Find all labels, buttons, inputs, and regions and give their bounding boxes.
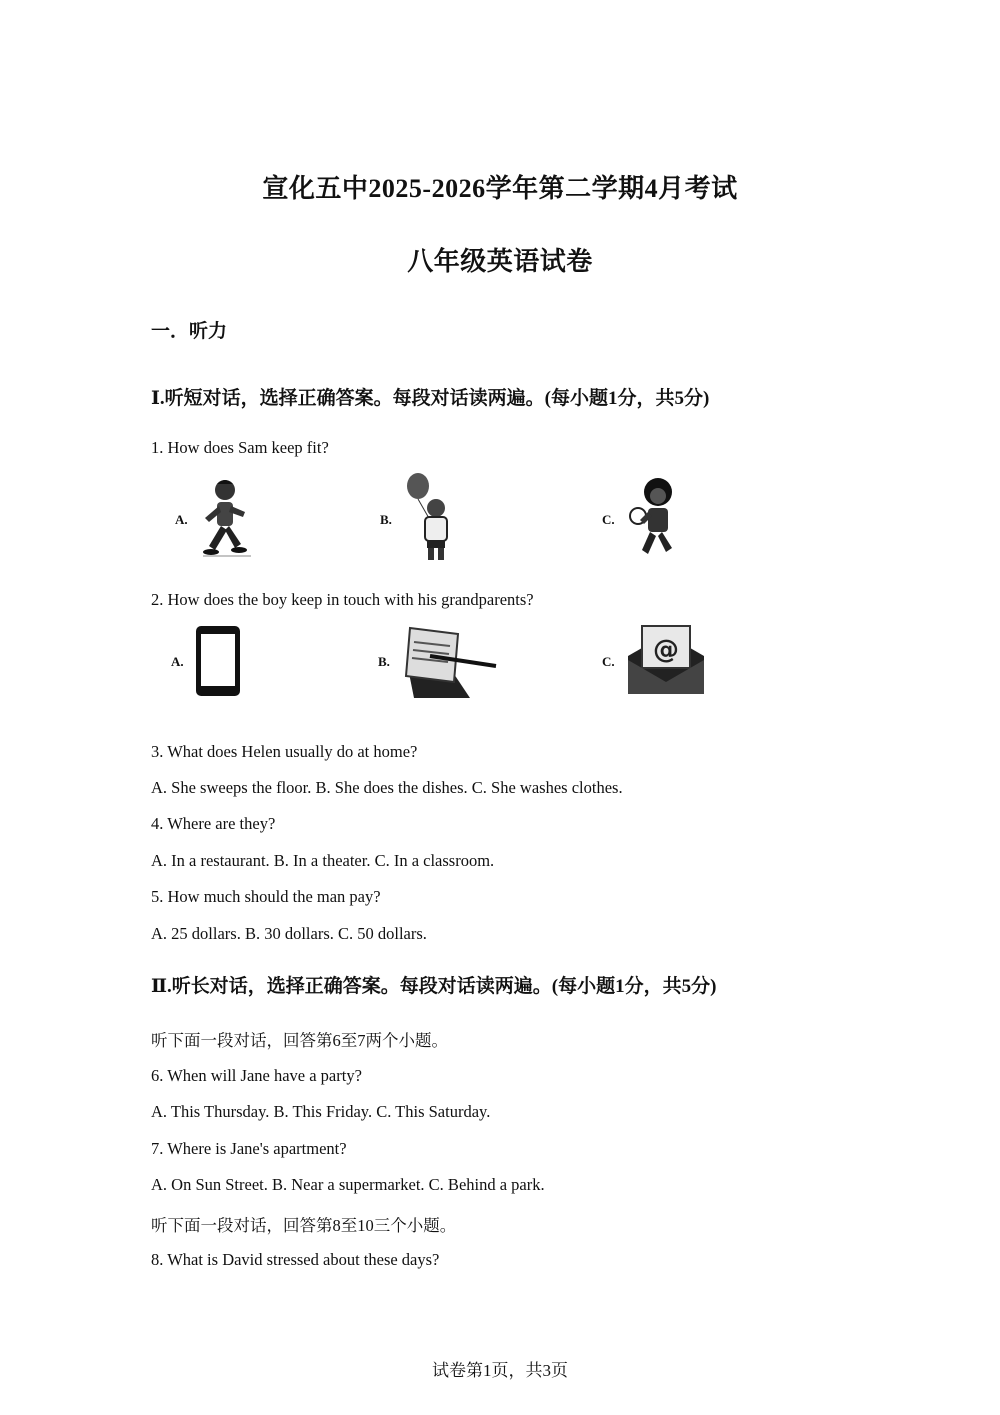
q1-option-a xyxy=(165,472,365,572)
question-8: 8. What is David stressed about these days? xyxy=(151,1250,440,1269)
option-label: B. xyxy=(380,512,392,527)
page-footer: 试卷第1页，共3页 xyxy=(432,1361,568,1380)
q1-option-b xyxy=(370,472,570,572)
question-5-options: A. 25 dollars. B. 30 dollars. C. 50 dollars. xyxy=(151,924,427,943)
q1-option-c xyxy=(590,472,790,572)
question-6-options: A. This Thursday. B. This Friday. C. This Saturday. xyxy=(151,1102,491,1121)
option-label: A. xyxy=(171,654,184,669)
exam-subtitle: 八年级英语试卷 xyxy=(407,247,593,276)
part1-heading: Ⅰ.听短对话，选择正确答案。每段对话读两遍。(每小题1分，共5分) xyxy=(151,388,710,409)
section-title-listening: 一．听力 xyxy=(151,321,228,342)
q1-picture-options xyxy=(165,472,765,572)
question-2: 2. How does the boy keep in touch with his grandparents? xyxy=(151,590,534,609)
q2-option-b xyxy=(370,620,570,720)
q2-option-a xyxy=(165,620,365,720)
question-6: 6. When will Jane have a party? xyxy=(151,1066,362,1085)
q2-picture-options xyxy=(165,620,765,720)
instruction-q6-q7: 听下面一段对话，回答第6至7两个小题。 xyxy=(151,1031,448,1050)
running-boy-icon xyxy=(195,472,255,562)
question-1: 1. How does Sam keep fit? xyxy=(151,438,329,457)
question-3-options: A. She sweeps the floor. B. She does the dishes. C. She washes clothes. xyxy=(151,778,623,797)
letter-and-pen-icon xyxy=(400,620,500,700)
svg-text:@: @ xyxy=(653,635,679,665)
option-label: C. xyxy=(602,512,615,527)
boy-playing-volleyball-icon xyxy=(622,472,692,564)
option-label: C. xyxy=(602,654,615,669)
question-5: 5. How much should the man pay? xyxy=(151,887,381,906)
question-7: 7. Where is Jane's apartment? xyxy=(151,1139,347,1158)
exam-title: 宣化五中2025-2026学年第二学期4月考试 xyxy=(262,174,738,203)
q2-option-c xyxy=(590,620,790,720)
boy-with-balloon-icon xyxy=(398,472,468,564)
question-4: 4. Where are they? xyxy=(151,814,276,833)
option-label: A. xyxy=(175,512,188,527)
instruction-q8-q10: 听下面一段对话，回答第8至10三个小题。 xyxy=(151,1216,457,1235)
email-envelope-icon xyxy=(624,620,709,700)
part2-heading: Ⅱ.听长对话，选择正确答案。每段对话读两遍。(每小题1分，共5分) xyxy=(151,976,717,997)
question-4-options: A. In a restaurant. B. In a theater. C. In a classroom. xyxy=(151,851,495,870)
question-7-options: A. On Sun Street. B. Near a supermarket. C. Behind a park. xyxy=(151,1175,545,1194)
option-label: B. xyxy=(378,654,390,669)
question-3: 3. What does Helen usually do at home? xyxy=(151,742,418,761)
mobile-phone-icon xyxy=(193,620,243,700)
